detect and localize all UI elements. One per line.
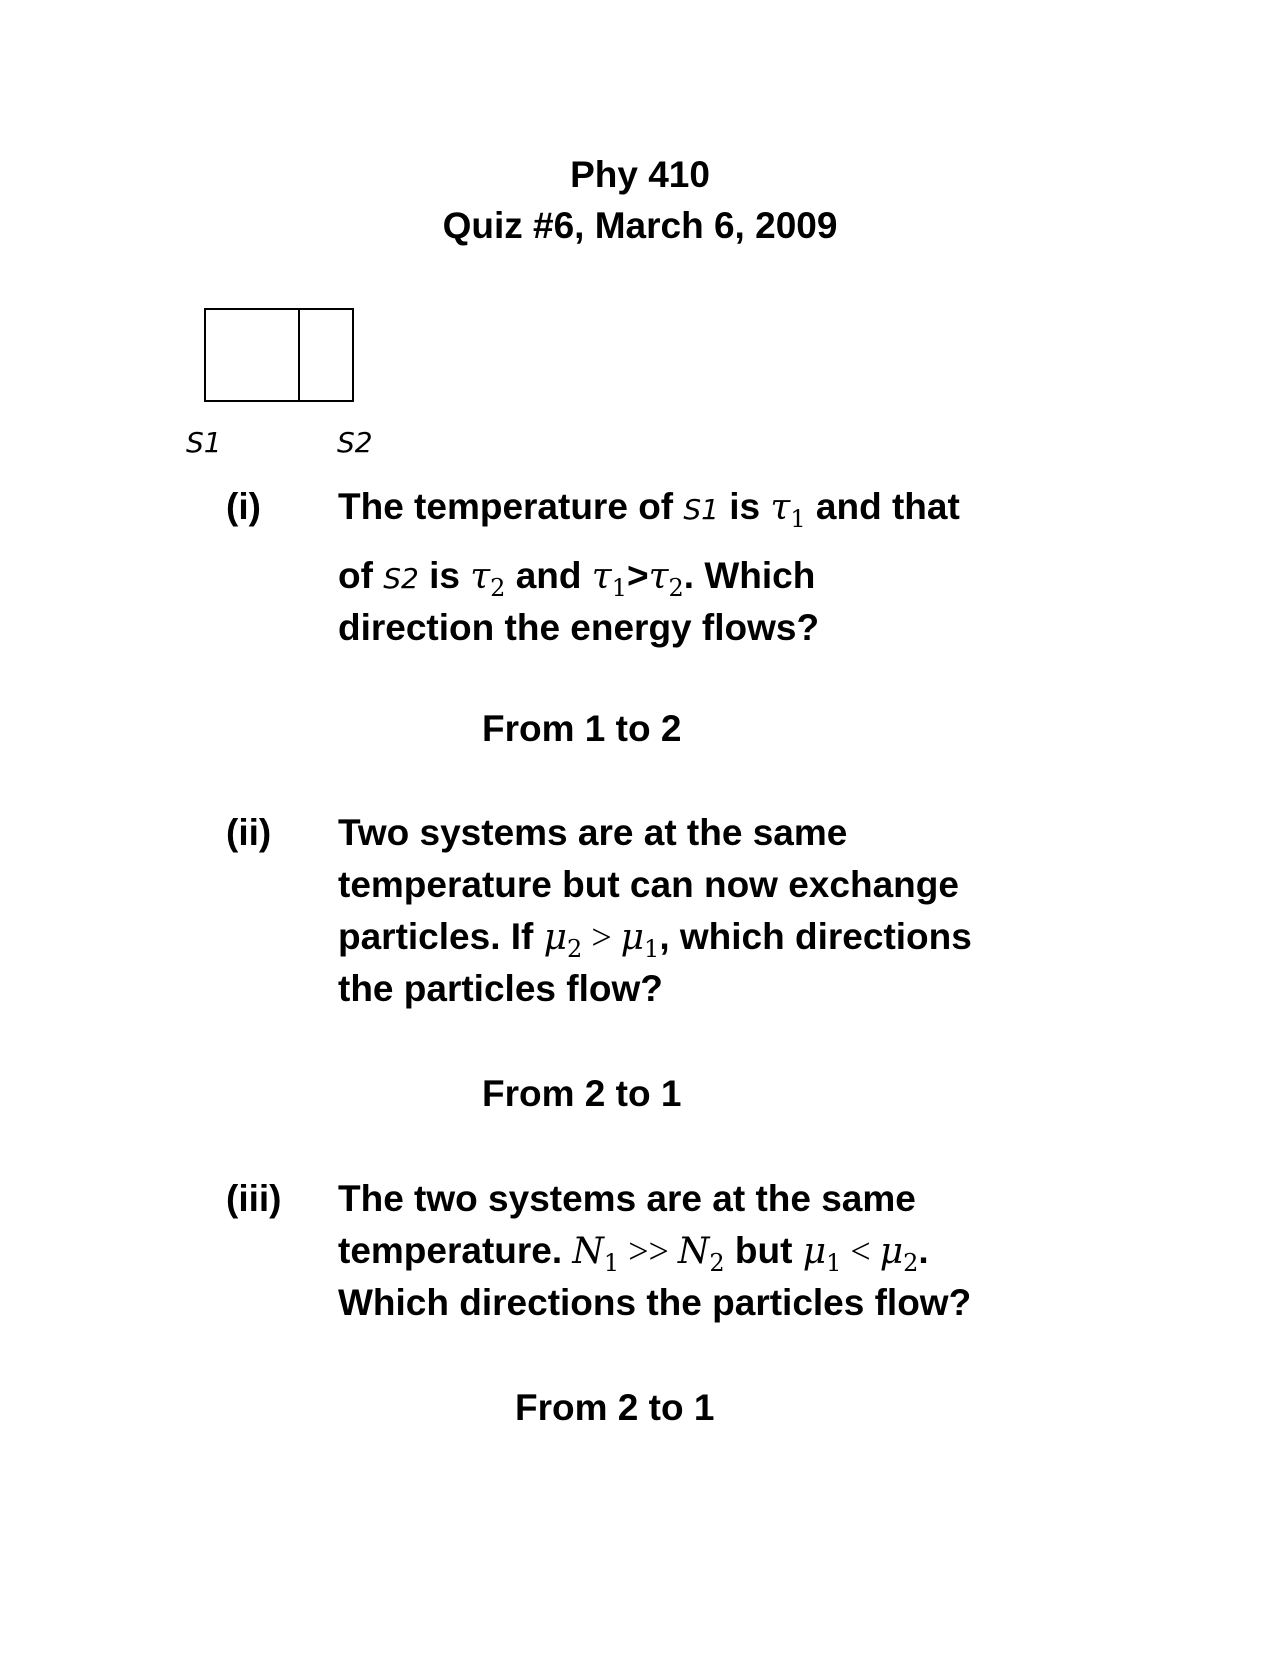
- two-system-diagram: [204, 308, 354, 402]
- mu-1-symbol-c: $\mu_1$: [802, 1231, 842, 1277]
- N-1-symbol: $N_1$: [572, 1231, 620, 1277]
- question-2-line-4: the particles flow?: [338, 968, 663, 1009]
- question-3-number: (iii): [226, 1178, 282, 1219]
- question-2-answer: From 2 to 1: [482, 1073, 682, 1114]
- tau-1-symbol: $\tau_1$: [770, 487, 806, 533]
- mu-2-symbol: $\mu_2$: [543, 917, 583, 963]
- question-1-line-2: of S2 is $\tau_2$ and $\tau_1>\tau_2$. Which: [338, 555, 816, 602]
- tau-2-symbol-b: $\tau_2$: [648, 556, 684, 602]
- question-3-line-3: Which directions the particles flow?: [338, 1282, 972, 1323]
- system-1-label: S1: [186, 426, 222, 459]
- question-3-line-1: The two systems are at the same: [338, 1178, 916, 1219]
- mu-1-symbol: $\mu_1$: [620, 917, 660, 963]
- question-2-line-1: Two systems are at the same: [338, 812, 848, 853]
- N-2-symbol: $N_2$: [677, 1231, 725, 1277]
- course-title: Phy 410: [570, 154, 710, 195]
- tau-2-symbol: $\tau_2$: [470, 556, 506, 602]
- question-1-number: (i): [226, 486, 261, 527]
- question-3-answer: From 2 to 1: [515, 1387, 715, 1428]
- tau-1-symbol-b: $\tau_1$: [591, 556, 627, 602]
- question-3-line-2: temperature. $N_1 >> N_2$ but $\mu_1 < \mu_2$.: [338, 1230, 929, 1277]
- question-1-line-3: direction the energy flows?: [338, 607, 820, 648]
- question-2-line-2: temperature but can now exchange: [338, 864, 959, 905]
- system-2-label: S2: [337, 426, 373, 459]
- diagram-divider: [298, 310, 300, 400]
- quiz-title: Quiz #6, March 6, 2009: [442, 205, 838, 246]
- question-2-line-3: particles. If $\mu_2 > \mu_1$, which directions: [338, 916, 972, 963]
- question-1-line-1: The temperature of S1 is $\tau_1$ and that: [338, 486, 960, 533]
- question-2-number: (ii): [226, 812, 272, 853]
- mu-2-symbol-c: $\mu_2$: [879, 1231, 919, 1277]
- question-1-answer: From 1 to 2: [482, 708, 682, 749]
